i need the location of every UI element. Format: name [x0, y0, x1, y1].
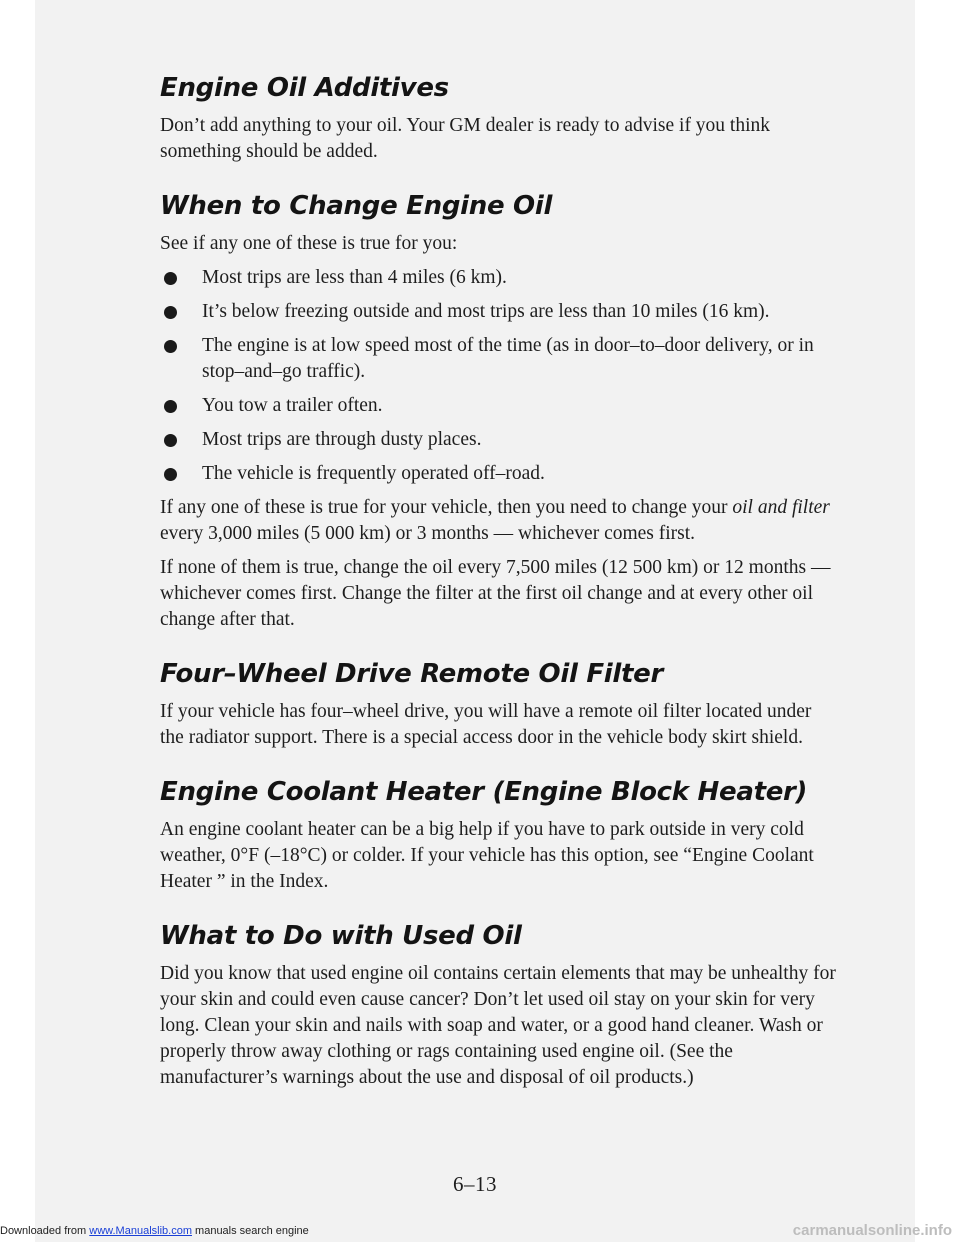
change-interval-paragraph: [160, 495, 840, 547]
bullet-icon: [164, 340, 177, 353]
list-item-text: It’s below freezing outside and most trips are less than 10 miles (16 km).: [202, 301, 770, 322]
list-item-text: The vehicle is frequently operated off–road.: [202, 463, 545, 484]
section-coolant-heater: [160, 776, 840, 895]
download-footer: [0, 1225, 309, 1237]
page-content: [160, 72, 840, 1116]
section-when-to-change-oil: [160, 190, 840, 633]
manualslib-link[interactable]: www.Manualslib.com: [89, 1225, 192, 1237]
bullet-icon: [164, 272, 177, 285]
section-heading: When to Change Engine Oil: [160, 191, 553, 221]
section-paragraph: Did you know that used engine oil contains certain elements that may be unhealthy for your skin and could even cause cancer? Don’t let used oil stay on your skin for very long. Clean your skin and nails with soap and water, or a good hand cleaner. Wash or properly throw away clothing or rags containing used engine oil. (See the manufacturer’s warnings about the use and disposal of oil products.): [160, 963, 836, 1088]
intro-paragraph: See if any one of these is true for you:: [160, 233, 458, 254]
section-engine-oil-additives: [160, 72, 840, 165]
section-paragraph: An engine coolant heater can be a big help if you have to park outside in very cold weather, 0°F (–18°C) or colder. If your vehicle has this option, see “Engine Coolant Heater ” in the Index.: [160, 819, 814, 892]
section-heading: Engine Coolant Heater (Engine Block Heater): [160, 777, 808, 807]
section-paragraph: If your vehicle has four–wheel drive, you will have a remote oil filter located under the radiator support. There is a special access door in the vehicle body skirt shield.: [160, 701, 812, 748]
section-paragraph: Don’t add anything to your oil. Your GM dealer is ready to advise if you think something should be added.: [160, 115, 771, 162]
list-item-text: You tow a trailer often.: [202, 395, 383, 416]
footer-prefix: Downloaded from: [0, 1225, 90, 1237]
section-used-oil: [160, 920, 840, 1091]
list-item: [160, 299, 840, 325]
page-number: 6–13: [453, 1172, 497, 1196]
list-item: [160, 393, 840, 419]
paragraph-text: every 3,000 miles (5 000 km) or 3 months — whichever comes first.: [160, 523, 696, 544]
condition-list: [160, 265, 840, 487]
section-heading: What to Do with Used Oil: [160, 921, 522, 951]
bullet-icon: [164, 306, 177, 319]
list-item: [160, 461, 840, 487]
bullet-icon: [164, 468, 177, 481]
watermark: carmanualsonline.info: [792, 1222, 952, 1239]
normal-interval-paragraph: If none of them is true, change the oil every 7,500 miles (12 500 km) or 12 months — whichever comes first. Change the filter at the first oil change and at every other oil change after that.: [160, 557, 831, 630]
section-heading: Four–Wheel Drive Remote Oil Filter: [160, 659, 663, 689]
list-item: [160, 427, 840, 453]
section-remote-oil-filter: [160, 658, 840, 751]
paragraph-text: If any one of these is true for your vehicle, then you need to change your: [160, 497, 733, 518]
list-item: [160, 265, 840, 291]
section-heading: Engine Oil Additives: [160, 73, 449, 103]
footer-suffix: manuals search engine: [191, 1225, 309, 1237]
manual-page: [35, 0, 915, 1242]
list-item-text: The engine is at low speed most of the time (as in door–to–door delivery, or in stop–and–go traffic).: [202, 335, 814, 382]
emphasis-text: oil and filter: [732, 497, 830, 518]
bullet-icon: [164, 400, 177, 413]
bullet-icon: [164, 434, 177, 447]
list-item-text: Most trips are less than 4 miles (6 km).: [202, 267, 507, 288]
list-item-text: Most trips are through dusty places.: [202, 429, 482, 450]
list-item: [160, 333, 840, 385]
